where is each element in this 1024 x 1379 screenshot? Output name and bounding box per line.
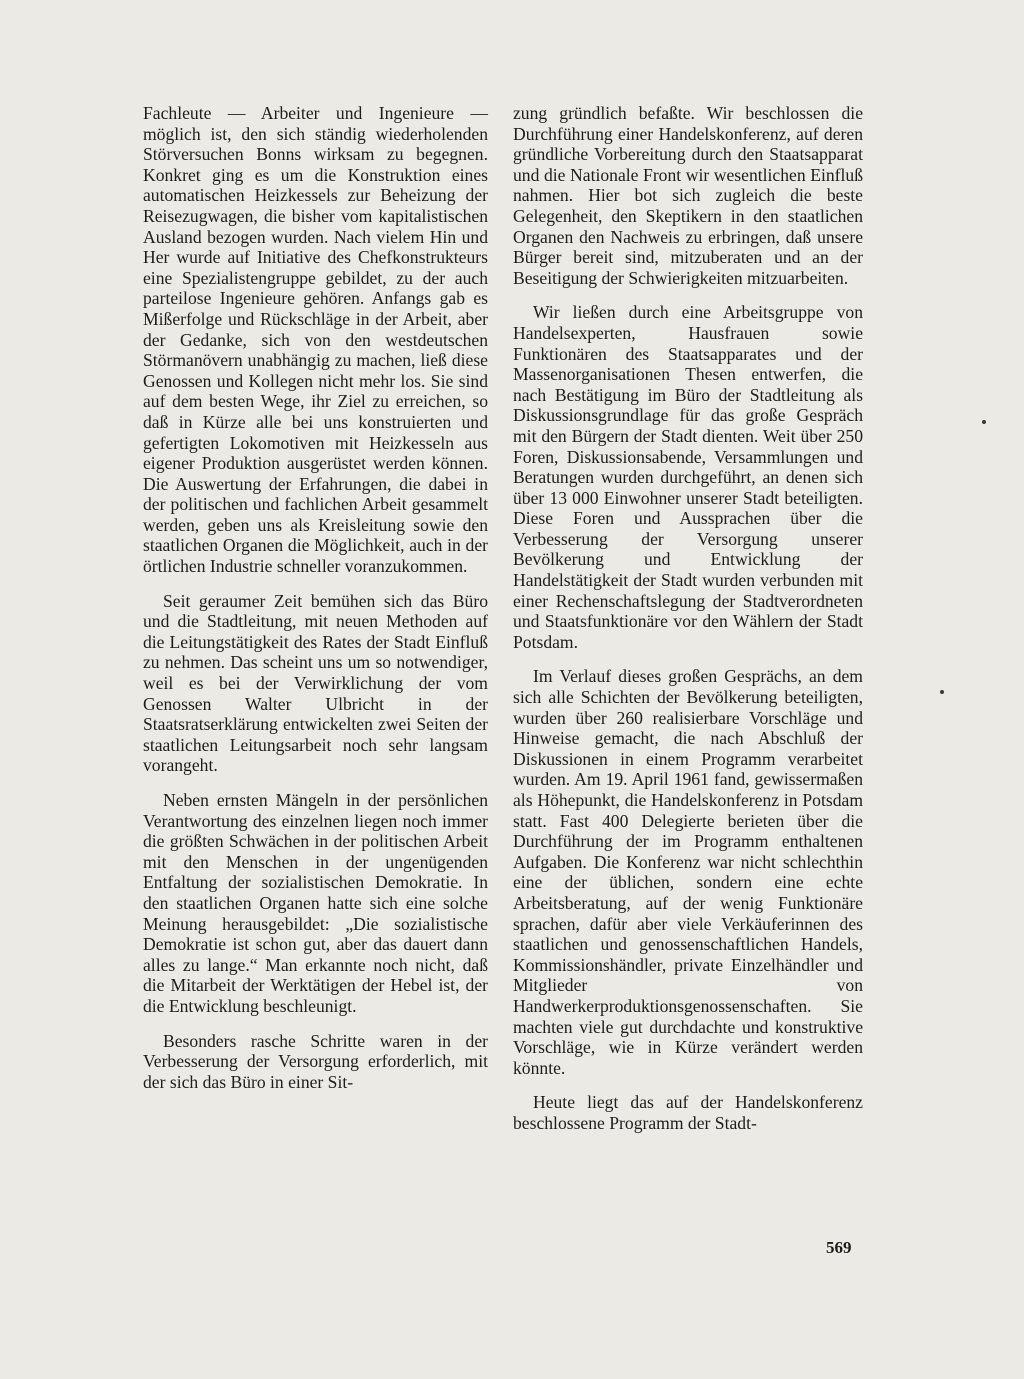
print-speck <box>982 420 986 424</box>
page-number: 569 <box>826 1238 852 1257</box>
left-text-column <box>143 103 488 1106</box>
paragraph: Fachleute — Arbeiter und Ingenieure — möglich ist, den sich ständig wiederholenden Störversuchen Bonns wirksam zu begegnen. Konkret ging es um die Konstruktion eines automatischen Heizkessels zur Beheizung der Reisezugwagen, die bisher vom kapitalistischen Ausland bezogen wurden. Nach vielem Hin und Her wurde auf Initiative des Chefkonstrukteurs eine Spezialistengruppe gebildet, zu der auch parteilose Ingenieure gehören. Anfangs gab es Mißerfolge und Rückschläge in der Arbeit, aber der Gedanke, sich von den westdeutschen Störmanövern unabhängig zu machen, ließ diese Genossen und Kollegen nicht mehr los. Sie sind auf dem besten Wege, ihr Ziel zu erreichen, so daß in Kürze alle bei uns konstruierten und gefertigten Lokomotiven mit Heizkesseln aus eigener Produktion ausgerüstet werden können. Die Auswertung der Erfahrungen, die dabei in der politischen und fachlichen Arbeit gesammelt werden, geben uns als Kreisleitung sowie den staatlichen Organen die Möglichkeit, auch in der örtlichen Industrie schneller voranzukommen. <box>143 103 488 577</box>
paragraph: Besonders rasche Schritte waren in der Verbesserung der Versorgung erforderlich, mit der sich das Büro in einer Sit- <box>143 1030 488 1092</box>
paragraph: Seit geraumer Zeit bemühen sich das Büro und die Stadtleitung, mit neuen Methoden auf die Leitungstätigkeit des Rates der Stadt Einfluß zu nehmen. Das scheint uns um so notwendiger, weil es bei der Verwirklichung der vom Genossen Walter Ulbricht in der Staatsratserklärung entwickelten zwei Seiten der staatlichen Leitungsarbeit noch sehr langsam vorangeht. <box>143 590 488 776</box>
paragraph: zung gründlich befaßte. Wir beschlossen die Durchführung einer Handelskonferenz, auf deren gründliche Vorbereitung durch den Staatsapparat und die Nationale Front wir wesentlichen Einfluß nahmen. Hier bot sich zugleich die beste Gelegenheit, den Skeptikern in den staatlichen Organen den Nachweis zu erbringen, daß unsere Bürger bereit sind, mitzuberaten und an der Beseitigung der Schwierigkeiten mitzuarbeiten. <box>513 103 863 288</box>
paragraph: Heute liegt das auf der Handelskonferenz beschlossene Programm der Stadt- <box>513 1092 863 1133</box>
paragraph: Im Verlauf dieses großen Gesprächs, an dem sich alle Schichten der Bevölkerung beteiligten, wurden über 260 realisierbare Vorschläge und Hinweise gemacht, die nach Abschluß der Diskussionen in einem Programm verarbeitet wurden. Am 19. April 1961 fand, gewissermaßen als Höhepunkt, die Handelskonferenz in Potsdam statt. Fast 400 Delegierte berieten über die Durchführung der im Programm enthaltenen Aufgaben. Die Konferenz war nicht schlechthin eine der üblichen, sondern eine echte Arbeitsberatung, auf der wenig Funktionäre sprachen, dafür aber viele Verkäuferinnen des staatlichen und genossenschaftlichen Handels, Kommissionshändler, private Einzelhändler und Mitglieder von Handwerkerproduktionsgenossenschaften. Sie machten viele gut durchdachte und konstruktive Vorschläge, wie in Kürze verändert werden könnte. <box>513 666 863 1078</box>
paragraph: Neben ernsten Mängeln in der persönlichen Verantwortung des einzelnen liegen noch immer die größten Schwächen in der politischen Arbeit mit den Menschen in der ungenügenden Entfaltung der sozialistischen Demokratie. In den staatlichen Organen hatte sich eine solche Meinung herausgebildet: „Die sozialistische Demokratie ist schon gut, aber das dauert dann alles zu lange.“ Man erkannte noch nicht, daß die Mitarbeit der Werktätigen der Hebel ist, der die Entwicklung beschleunigt. <box>143 790 488 1016</box>
paragraph: Wir ließen durch eine Arbeitsgruppe von Handelsexperten, Hausfrauen sowie Funktionären des Staatsapparates und der Massenorganisationen Thesen entwerfen, die nach Bestätigung im Büro der Stadtleitung als Diskussionsgrundlage für das große Gespräch mit den Bürgern der Stadt dienten. Weit über 250 Foren, Diskussionsabende, Versammlungen und Beratungen wurden durchgeführt, an denen sich über 13 000 Einwohner unserer Stadt beteiligten. Diese Foren und Aussprachen über die Verbesserung der Versorgung unserer Bevölkerung und Entwicklung der Handelstätigkeit der Stadt wurden verbunden mit einer Rechenschaftslegung der Stadtverordneten und Staatsfunktionäre vor den Wählern der Stadt Potsdam. <box>513 302 863 652</box>
right-text-column <box>513 103 863 1148</box>
print-speck <box>940 690 944 694</box>
